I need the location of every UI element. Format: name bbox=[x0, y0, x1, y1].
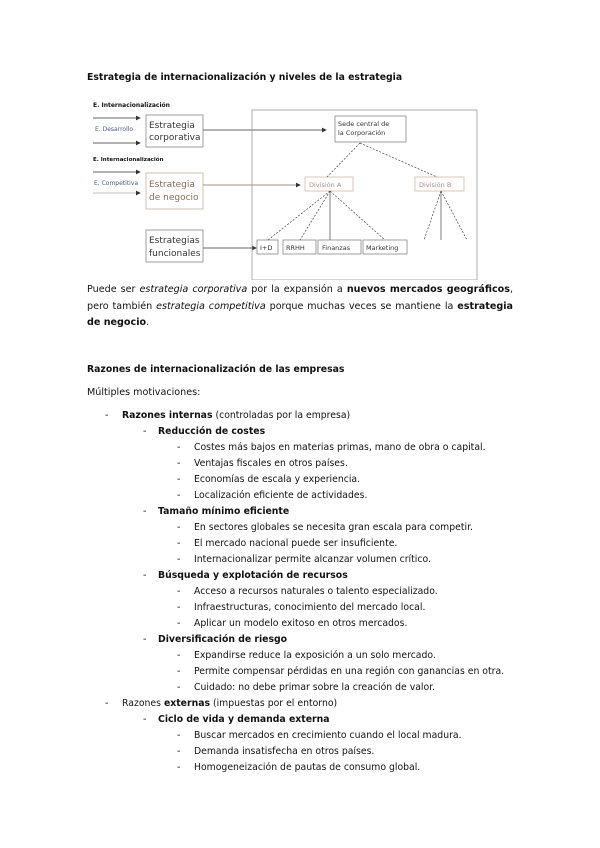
section-heading: Razones de internacionalización de las empresas bbox=[87, 364, 345, 375]
bullet-dash: - bbox=[177, 522, 181, 533]
bold-text: estrategia de negocio bbox=[87, 300, 513, 328]
list-text: En sectores globales se necesita gran escala para competir. bbox=[194, 522, 474, 533]
list-bold-text: Ciclo de vida y demanda externa bbox=[158, 714, 330, 725]
bullet-dash: - bbox=[143, 506, 147, 517]
box-func-finanzas: Finanzas bbox=[322, 244, 351, 252]
bullet-dash: - bbox=[177, 554, 181, 565]
list-item bbox=[177, 474, 361, 485]
list-text: Infraestructuras, conocimiento del mercado local. bbox=[194, 602, 426, 613]
list-text: Economías de escala y experiencia. bbox=[194, 474, 361, 485]
list-text: Cuidado: no debe primar sobre la creación de valor. bbox=[194, 682, 436, 693]
bullet-dash: - bbox=[177, 666, 181, 677]
box-func-id: I+D bbox=[260, 244, 273, 252]
list-text: Permite compensar pérdidas en una región con ganancias en otra. bbox=[194, 666, 505, 677]
list-item bbox=[177, 538, 398, 549]
text: porque muchas veces se mantiene la bbox=[265, 300, 458, 312]
list-item bbox=[143, 426, 266, 437]
list-text: Costes más bajos en materias primas, mano de obra o capital. bbox=[194, 442, 486, 453]
list-item bbox=[177, 746, 375, 757]
bullet-dash: - bbox=[177, 474, 181, 485]
text: . bbox=[146, 317, 150, 328]
italic-text: estrategia competitiva bbox=[156, 300, 266, 312]
box-funcionales-line1: Estrategias bbox=[149, 236, 200, 246]
italic-text: estrategia corporativa bbox=[139, 284, 248, 295]
list-item bbox=[143, 570, 348, 581]
label-e-competitiva: E. Competitiva bbox=[94, 180, 139, 187]
list-item bbox=[177, 522, 474, 533]
bullet-dash: - bbox=[143, 714, 147, 725]
list-text: Internacionalizar permite alcanzar volumen crítico. bbox=[194, 554, 431, 565]
bullet-dash: - bbox=[177, 602, 181, 613]
box-corporativa-line1: Estrategia bbox=[149, 121, 195, 131]
label-e-desarrollo: E. Desarrollo bbox=[95, 126, 134, 133]
list-bold-text: Razones internas bbox=[122, 410, 213, 421]
list-item bbox=[177, 458, 348, 469]
bullet-dash: - bbox=[143, 634, 147, 645]
bullet-dash: - bbox=[177, 586, 181, 597]
list-text: Razones bbox=[122, 698, 164, 709]
strategy-levels-diagram bbox=[0, 0, 600, 280]
list-item bbox=[143, 634, 288, 645]
box-sede-line1: Sede central de bbox=[338, 120, 390, 128]
list-item bbox=[177, 554, 431, 565]
bullet-dash: - bbox=[177, 730, 181, 741]
text: , pero también bbox=[87, 284, 513, 312]
box-division-b: División B bbox=[419, 181, 452, 189]
bullet-dash: - bbox=[177, 538, 181, 549]
box-func-rrhh: RRHH bbox=[286, 244, 305, 252]
list-item bbox=[177, 490, 368, 501]
list-item bbox=[105, 410, 351, 421]
list-item bbox=[177, 586, 438, 597]
bullet-dash: - bbox=[177, 490, 181, 501]
list-text: (controladas por la empresa) bbox=[212, 410, 351, 421]
bullet-dash: - bbox=[177, 650, 181, 661]
list-text: Aplicar un modelo exitoso en otros mercados. bbox=[194, 618, 408, 629]
list-text: Demanda insatisfecha en otros países. bbox=[194, 746, 375, 757]
bullet-dash: - bbox=[143, 426, 147, 437]
bullet-dash: - bbox=[177, 458, 181, 469]
list-bold-text: Búsqueda y explotación de recursos bbox=[158, 570, 348, 581]
list-item bbox=[143, 506, 290, 517]
box-division-a: División A bbox=[309, 181, 342, 189]
list-item bbox=[177, 730, 462, 741]
list-item bbox=[143, 714, 330, 725]
bullet-dash: - bbox=[105, 410, 109, 421]
label-e-internacionalizacion-2: E. Internacionalización bbox=[93, 157, 164, 163]
list-item bbox=[177, 666, 505, 677]
list-text: Homogeneización de pautas de consumo global. bbox=[194, 762, 421, 773]
list-text: Localización eficiente de actividades. bbox=[194, 490, 368, 501]
bullet-dash: - bbox=[177, 762, 181, 773]
list-item bbox=[177, 682, 436, 693]
bullet-dash: - bbox=[105, 698, 109, 709]
text: por la expansión a bbox=[247, 284, 347, 295]
list-text: Ventajas fiscales en otros países. bbox=[194, 458, 348, 469]
list-text: Expandirse reduce la exposición a un solo mercado. bbox=[194, 650, 436, 661]
intro-text: Múltiples motivaciones: bbox=[87, 387, 201, 398]
section-title: Estrategia de internacionalización y niveles de la estrategia bbox=[87, 72, 403, 83]
box-func-marketing: Marketing bbox=[366, 244, 399, 252]
list-bold-text: Diversificación de riesgo bbox=[158, 634, 288, 645]
list-item bbox=[177, 618, 408, 629]
list-item bbox=[177, 602, 426, 613]
paragraph-internacionalizacion bbox=[87, 282, 513, 332]
box-negocio-line1: Estrategia bbox=[149, 180, 195, 190]
list-item bbox=[105, 698, 338, 709]
list-item bbox=[177, 650, 436, 661]
list-bold-text: Reducción de costes bbox=[158, 426, 266, 437]
label-e-internacionalizacion: E. Internacionalización bbox=[93, 102, 170, 109]
bullet-dash: - bbox=[177, 442, 181, 453]
bullet-dash: - bbox=[177, 618, 181, 629]
list-text: Buscar mercados en crecimiento cuando el local madura. bbox=[194, 730, 462, 741]
bullet-dash: - bbox=[177, 746, 181, 757]
list-text: El mercado nacional puede ser insuficiente. bbox=[194, 538, 398, 549]
box-sede-line2: la Corporación bbox=[338, 129, 386, 137]
box-negocio-line2: de negocio bbox=[149, 193, 199, 203]
list-item bbox=[177, 442, 486, 453]
list-bold-text: externas bbox=[163, 698, 210, 709]
bullet-dash: - bbox=[177, 682, 181, 693]
list-bold-text: Tamaño mínimo eficiente bbox=[158, 506, 290, 517]
bold-text: nuevos mercados geográficos bbox=[346, 284, 510, 295]
list-text: Acceso a recursos naturales o talento especializado. bbox=[194, 586, 438, 597]
box-funcionales-line2: funcionales bbox=[149, 249, 201, 259]
list-text: (impuestas por el entorno) bbox=[210, 698, 338, 709]
list-item bbox=[177, 762, 421, 773]
bullet-dash: - bbox=[143, 570, 147, 581]
text: Puede ser bbox=[87, 284, 140, 295]
box-corporativa-line2: corporativa bbox=[149, 133, 201, 143]
